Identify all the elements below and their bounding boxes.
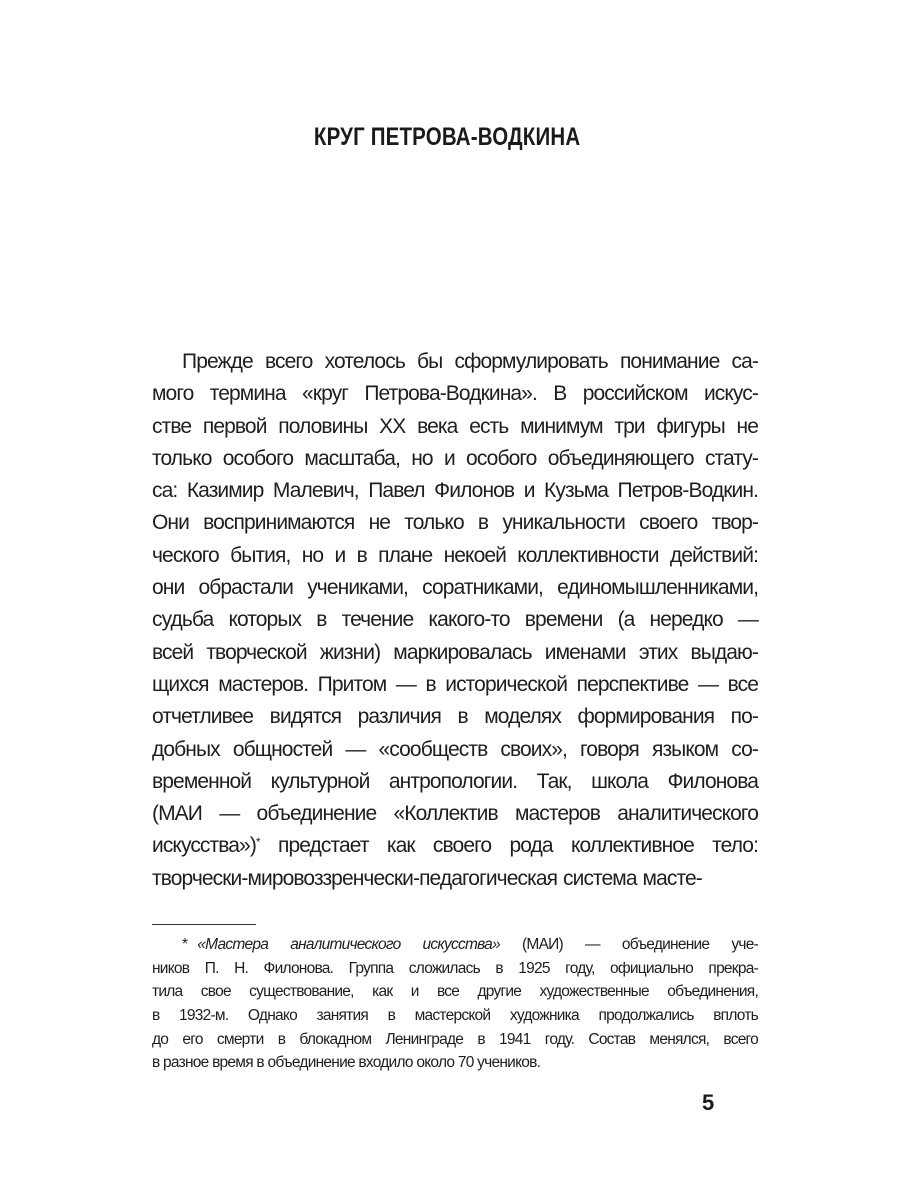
body-paragraph [152, 346, 758, 895]
footnote-line-part: (МАИ) — объединение уче- [522, 936, 758, 953]
body-line: судьба которых в течение какого-то времени (а нередко — [152, 608, 758, 632]
footnote-line: ников П. Н. Филонова. Группа сложилась в 1925 году, официально прекра- [152, 959, 758, 977]
body-line-with-footnote-ref [152, 830, 758, 862]
footnote-line [152, 933, 758, 957]
body-line: Они воспринимаются не только в уникальности своего твор- [152, 511, 758, 535]
footnote-italic-title: «Мастера аналитического искусства» [197, 936, 500, 953]
body-line: стве первой половины XX века есть минимум три фигуры не [152, 414, 758, 438]
body-line: ческого бытия, но и в плане некоей коллективности действий: [152, 543, 758, 567]
footnote-reference[interactable]: * [255, 835, 260, 850]
footnote-divider [152, 924, 256, 925]
body-line: (МАИ — объединение «Коллектив мастеров аналитического [152, 802, 758, 826]
page-number: 5 [702, 1090, 715, 1115]
body-line: мого термина «круг Петрова-Водкина». В российском искус- [152, 382, 758, 406]
body-line: временной культурной антропологии. Так, школа Филонова [152, 769, 758, 793]
chapter-title: КРУГ ПЕТРОВА-ВОДКИНА [313, 123, 581, 151]
footnote-line: в разное время в объединение входило около 70 учеников. [152, 1054, 541, 1072]
footnote-line: в 1932-м. Однако занятия в мастерской художника продолжались вплоть [152, 1007, 758, 1025]
footnote-line: тила свое существование, как и все другие художественные объединения, [152, 983, 758, 1001]
body-line-part: предстает как своего рода коллективное тело: [277, 834, 758, 858]
footnote-line: до его смерти в блокадном Ленинграде в 1941 году. Состав менялся, всего [152, 1030, 758, 1048]
body-line: отчетливее видятся различия в моделях формирования по- [152, 705, 758, 729]
body-line: творчески-мировоззренчески-педагогическая система масте- [152, 866, 702, 890]
body-line: добных общностей — «сообществ своих», говоря языком со- [152, 737, 758, 761]
body-line: всей творческой жизни) маркировалась именами этих выдаю- [152, 640, 758, 664]
footnote [152, 933, 758, 1075]
body-line: Прежде всего хотелось бы сформулировать понимание са- [182, 350, 758, 373]
body-line: са: Казимир Малевич, Павел Филонов и Кузьма Петров-Водкин. [152, 479, 758, 503]
body-line: они обрастали учениками, соратниками, единомышленниками, [152, 576, 758, 600]
body-line-part: искусства») [152, 834, 256, 858]
body-line: только особого масштаба, но и особого объединяющего стату- [152, 446, 758, 470]
body-line: щихся мастеров. Притом — в исторической перспективе — все [152, 672, 758, 696]
footnote-marker: * [182, 936, 188, 953]
